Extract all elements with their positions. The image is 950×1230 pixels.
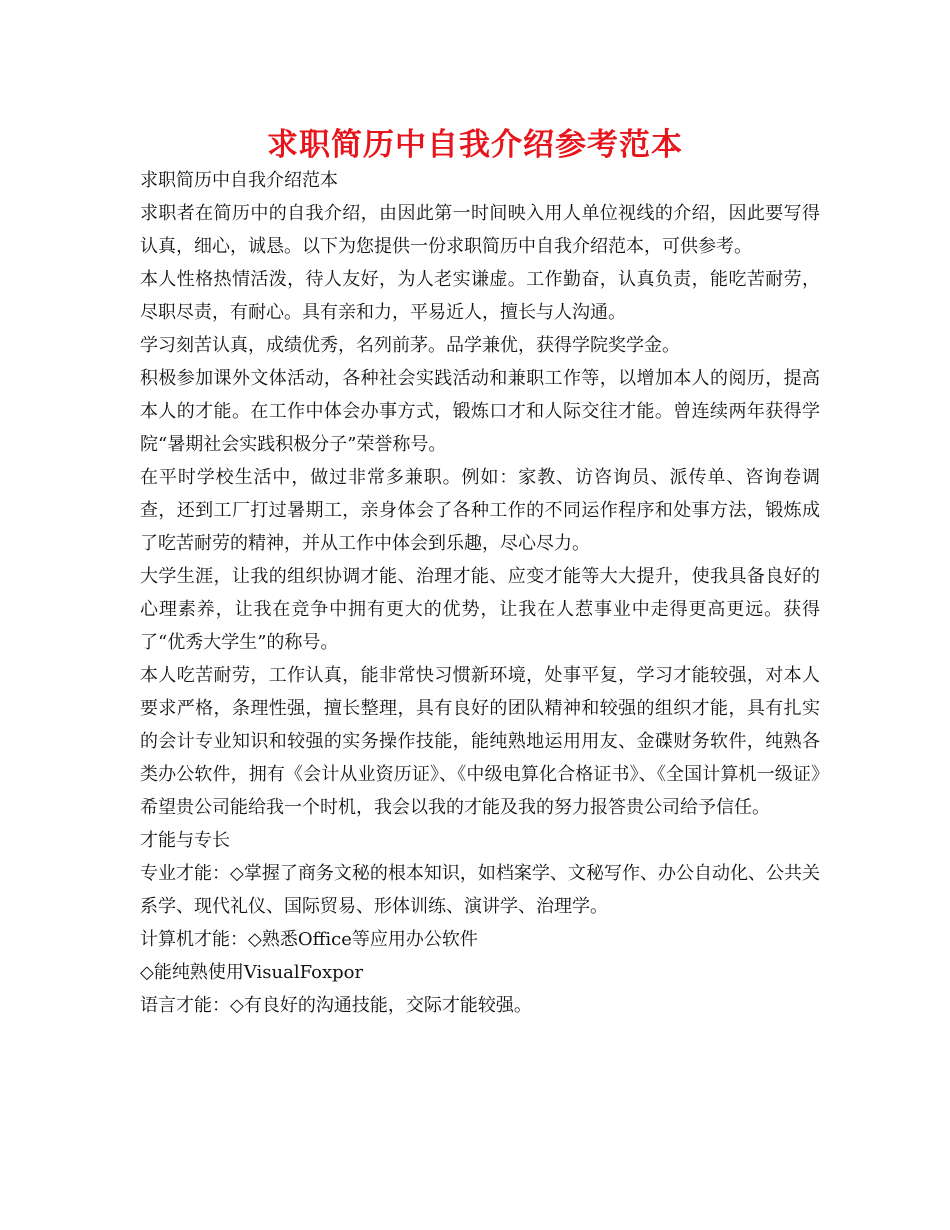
section-heading-skills: 才能与专长: [140, 830, 230, 851]
document-body: [140, 164, 820, 1022]
paragraph-study: 学习刻苦认真，成绩优秀，名列前茅。品学兼优，获得学院奖学金。: [140, 335, 680, 356]
paragraph-visualfoxpro: ◇能纯熟使用VisualFoxpor: [140, 962, 364, 983]
paragraph-part-time: 在平时学校生活中，做过非常多兼职。例如：家教、访咨询员、派传单、咨询卷调查，还到工厂打过暑期工，亲身体会了各种工作的不同运作程序和处事方法，锻炼成了吃苦耐劳的精神，并从工作中体会到乐趣，尽心尽力。: [140, 467, 820, 554]
paragraph-subtitle: 求职简历中自我介绍范本: [140, 170, 338, 191]
paragraph-language-skills: 语言才能：◇有良好的沟通技能，交际才能较强。: [140, 995, 532, 1016]
paragraph-intro: 求职者在简历中的自我介绍，由因此第一时间映入用人单位视线的介绍，因此要写得认真，细心，诚恳。以下为您提供一份求职简历中自我介绍范本，可供参考。: [140, 203, 820, 257]
paragraph-computer-skills: 计算机才能：◇熟悉Office等应用办公软件: [140, 929, 478, 950]
paragraph-university: 大学生涯，让我的组织协调才能、治理才能、应变才能等大大提升，使我具备良好的心理素养，让我在竞争中拥有更大的优势，让我在人惹事业中走得更高更远。获得了“优秀大学生”的称号。: [140, 566, 820, 653]
paragraph-activities: 积极参加课外文体活动，各种社会实践活动和兼职工作等，以增加本人的阅历，提高本人的才能。在工作中体会办事方式，锻炼口才和人际交往才能。曾连续两年获得学院“暑期社会实践积极分子”荣誉称号。: [140, 368, 820, 455]
paragraph-personality: 本人性格热情活泼，待人友好，为人老实谦虚。工作勤奋，认真负责，能吃苦耐劳，尽职尽责，有耐心。具有亲和力，平易近人，擅长与人沟通。: [140, 269, 820, 323]
paragraph-professional-skills: 专业才能：◇掌握了商务文秘的根本知识，如档案学、文秘写作、办公自动化、公共关系学、现代礼仪、国际贸易、形体训练、演讲学、治理学。: [140, 863, 820, 917]
document-title: 求职简历中自我介绍参考范本: [267, 127, 683, 163]
paragraph-self-summary: 本人吃苦耐劳，工作认真，能非常快习惯新环境，处事平复，学习才能较强，对本人要求严格，条理性强，擅长整理，具有良好的团队精神和较强的组织才能，具有扎实的会计专业知识和较强的实务操作技能，能纯熟地运用用友、金碟财务软件，纯熟各类办公软件，拥有《会计从业资历证》、《中级电算化合格证书》、《全国计算机一级证》希望贵公司能给我一个时机，我会以我的才能及我的努力报答贵公司给予信任。: [140, 665, 820, 818]
